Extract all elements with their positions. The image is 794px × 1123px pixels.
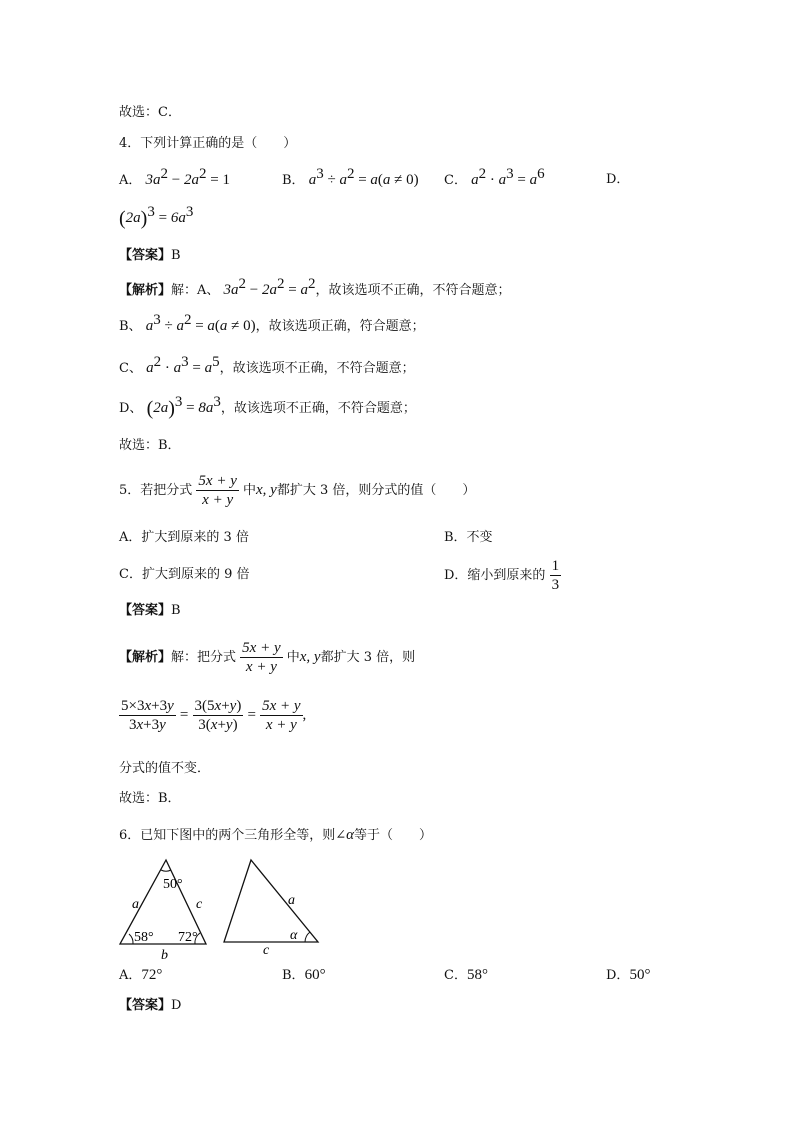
triangles-figure xyxy=(112,856,342,964)
analysis-4c: C、 $a^2 \cdot a^3 = a^5$，故该选项不正确，不符合题意； xyxy=(119,354,415,376)
option-4d-label: D． xyxy=(606,172,630,187)
side-label: a xyxy=(288,893,295,908)
side-label: b xyxy=(161,948,168,963)
angle-label: 50° xyxy=(163,877,183,892)
angle-label: α xyxy=(290,928,298,943)
triangle-2 xyxy=(224,860,318,942)
angle-label: 58° xyxy=(134,930,154,945)
answer-5: 【答案】B xyxy=(119,603,181,618)
answer-4: 【答案】B xyxy=(119,248,181,263)
angle-label: 72° xyxy=(178,930,198,945)
fraction: $\frac{3(5x+y)}{3(x+y)}$ xyxy=(194,698,242,733)
fraction: $\frac{5x + y}{x + y}$ xyxy=(198,473,237,508)
text-line: 故选：B． xyxy=(119,438,181,453)
option-4c: C． $a^2 \cdot a^3 = a^6$ xyxy=(444,166,545,188)
answer-tag: 【答案】 xyxy=(119,248,172,263)
text-line: 分式的值不变． xyxy=(119,761,211,776)
option-6d: D．50° xyxy=(606,967,651,983)
analysis-tag: 【解析】 xyxy=(119,650,172,665)
answer-tag: 【答案】 xyxy=(119,998,172,1013)
side-label: c xyxy=(263,943,270,958)
analysis-5-equation: $\frac{5\times 3x+3y}{3x+3y}$ = $\frac{3(5x+y)}{3(x+y)}$ = $\frac{5x + y}{x + y}$ , xyxy=(121,698,307,733)
analysis-tag: 【解析】 xyxy=(119,283,172,298)
text-line: 故选：B． xyxy=(119,791,181,806)
option-4b: B． $a^3 \div a^2 = a(a \ne 0)$ xyxy=(282,166,419,188)
text-line: 故选：C． xyxy=(119,105,181,120)
question-6: 6．已知下图中的两个三角形全等，则∠α等于（ ） xyxy=(119,827,433,843)
analysis-4b: B、 $a^3 \div a^2 = a(a \ne 0)$，故该选项正确，符合题意； xyxy=(119,312,425,334)
analysis-4d: D、 $(2a)^3 = 8a^3$，故该选项不正确，不符合题意； xyxy=(119,394,416,420)
fraction: $\frac{1}{3}$ xyxy=(551,558,560,593)
fraction: $\frac{5\times 3x+3y}{3x+3y}$ xyxy=(121,698,174,733)
option-6c: C．58° xyxy=(444,967,488,983)
option-6a: A．72° xyxy=(119,967,163,983)
option-5a: A．扩大到原来的 3 倍 xyxy=(119,530,249,545)
option-4a: A． $3a^2 - 2a^2 = 1$ xyxy=(119,166,230,188)
fraction: $\frac{5x + y}{x + y}$ xyxy=(242,640,281,675)
analysis-4a: 【解析】解：A、 $3a^2 - 2a^2 = a^2$，故该选项不正确，不符合题意； xyxy=(119,276,511,298)
answer-tag: 【答案】 xyxy=(119,603,172,618)
question-4: 4．下列计算正确的是（ ） xyxy=(119,136,297,151)
side-label: a xyxy=(132,897,139,912)
side-label: c xyxy=(196,897,203,912)
answer-6: 【答案】D xyxy=(119,998,182,1013)
option-6b: B．60° xyxy=(282,967,326,983)
option-4d: $(2a)^3 = 6a^3$ xyxy=(119,204,194,230)
analysis-5: 【解析】解：把分式 $\frac{5x + y}{x + y}$ 中x, y都扩大 3 倍，则 xyxy=(119,640,416,675)
option-5b: B．不变 xyxy=(444,530,493,545)
question-5: 5．若把分式 $\frac{5x + y}{x + y}$ 中x, y都扩大 3 倍，则分式的值（ ） xyxy=(119,473,476,508)
option-5d: D．缩小到原来的 $\frac{1}{3}$ xyxy=(444,558,560,593)
option-5c: C．扩大到原来的 9 倍 xyxy=(119,567,250,582)
fraction: $\frac{5x + y}{x + y}$ xyxy=(262,698,301,733)
